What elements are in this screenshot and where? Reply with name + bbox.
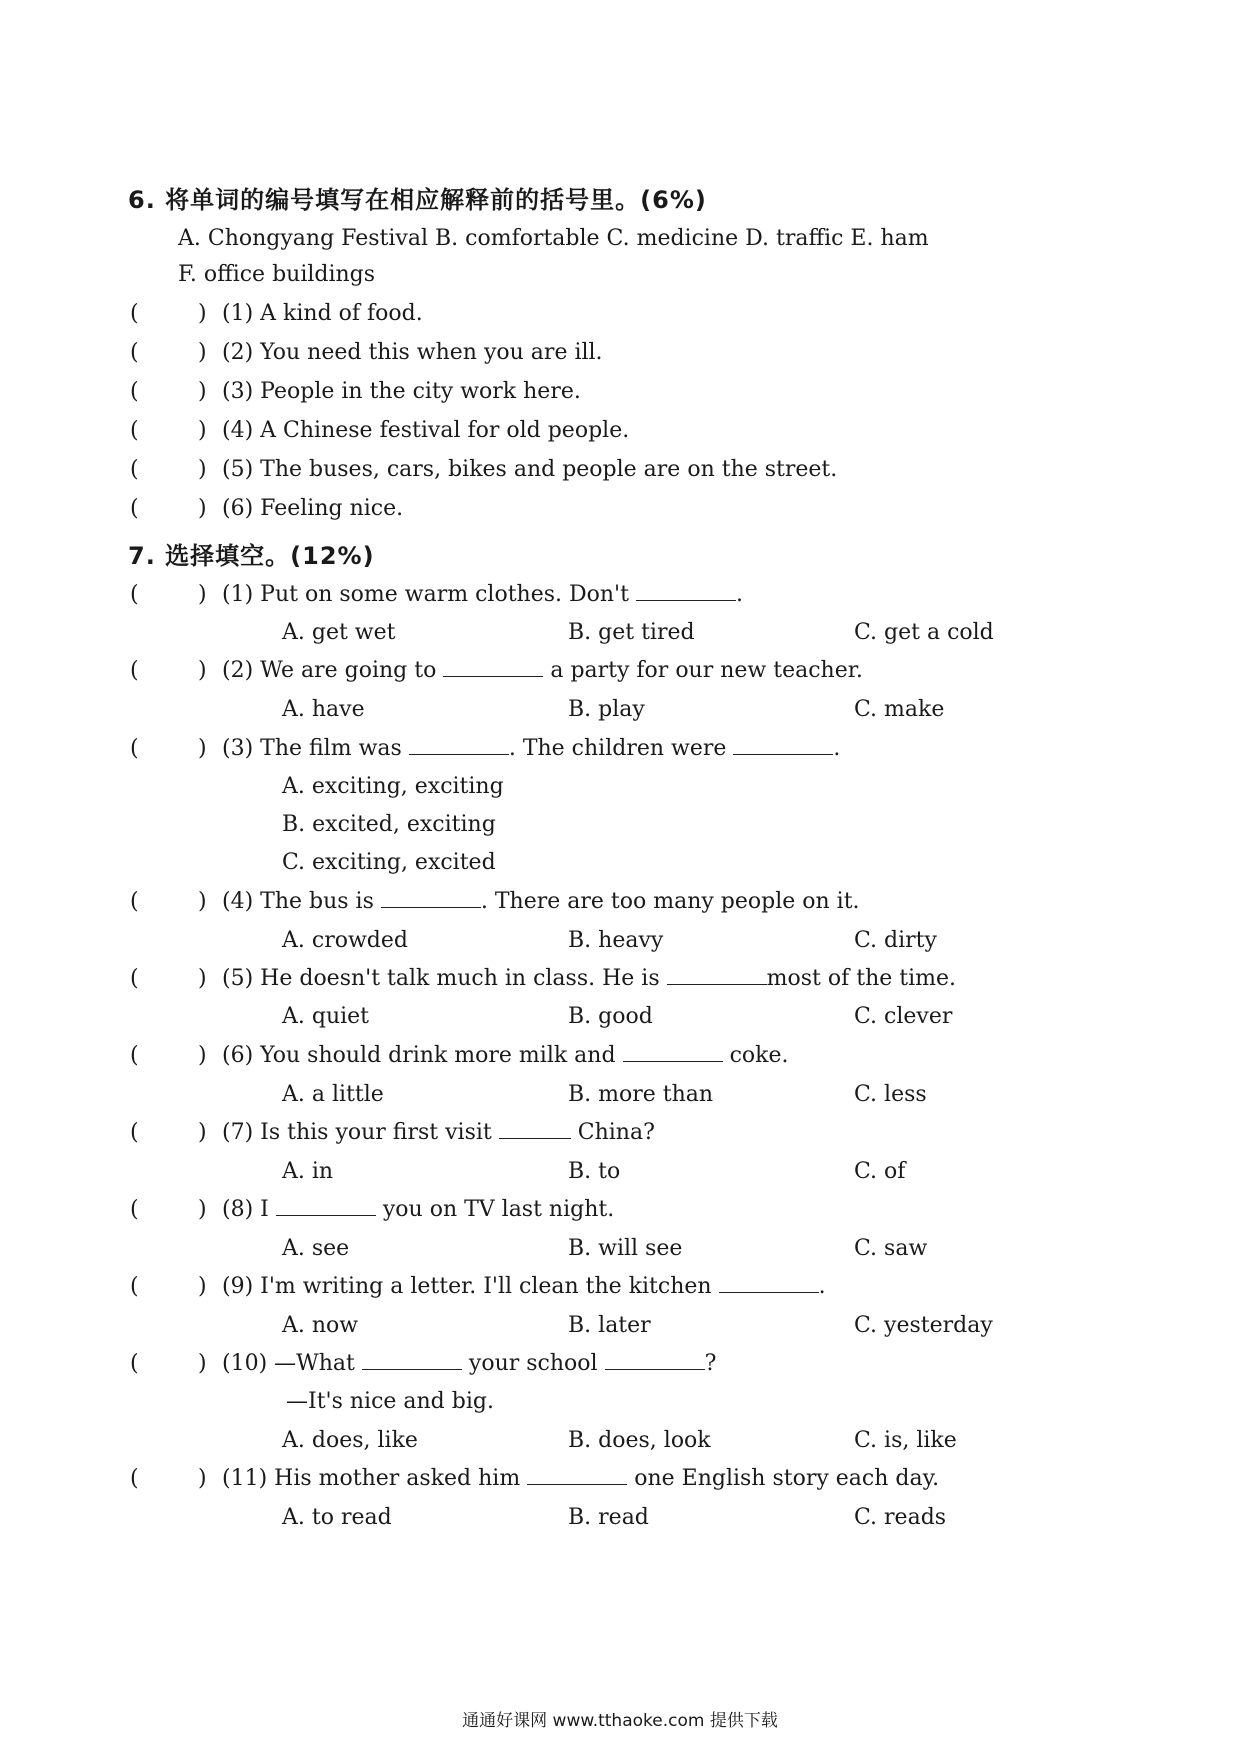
- option-a: A. now: [282, 1313, 359, 1338]
- item-text: (5) The buses, cars, bikes and people are on the street.: [222, 457, 838, 482]
- question-text-part: (4) The bus is: [222, 889, 374, 914]
- option-b: B. more than: [568, 1082, 714, 1107]
- answer-paren-left[interactable]: (: [130, 496, 139, 521]
- question-text: [222, 1351, 716, 1376]
- question-text-part: most of the time.: [766, 966, 957, 991]
- fill-blank: [527, 1466, 627, 1485]
- option-b: B. later: [568, 1313, 651, 1338]
- question-text-part: .: [735, 582, 743, 607]
- answer-paren-left[interactable]: (: [130, 418, 139, 443]
- fill-blank: [667, 966, 767, 985]
- answer-paren-left[interactable]: (: [130, 658, 139, 683]
- question-text: [222, 1466, 939, 1491]
- option-c: C. dirty: [854, 928, 937, 953]
- answer-paren-right: ): [198, 379, 207, 404]
- answer-paren-left[interactable]: (: [130, 457, 139, 482]
- fill-blank: [623, 1043, 723, 1062]
- answer-paren-right: ): [198, 1274, 207, 1299]
- answer-paren-right: ): [198, 736, 207, 761]
- answer-paren-left[interactable]: (: [130, 1043, 139, 1068]
- option-c: C. clever: [854, 1004, 953, 1029]
- fill-blank: [636, 582, 736, 601]
- item-text: (6) Feeling nice.: [222, 496, 404, 521]
- section-6-options-line-1: A. Chongyang Festival B. comfortable C. medicine D. traffic E. ham: [178, 226, 929, 251]
- answer-paren-left[interactable]: (: [130, 1120, 139, 1145]
- question-text-part: China?: [577, 1120, 655, 1145]
- question-text-part: .: [818, 1274, 826, 1299]
- answer-paren-right: ): [198, 301, 207, 326]
- option-b: B. will see: [568, 1236, 683, 1261]
- option-a: A. to read: [282, 1505, 392, 1530]
- fill-blank: [499, 1120, 571, 1139]
- question-text: [222, 1274, 826, 1299]
- question-text-part: your school: [468, 1351, 598, 1376]
- item-text: (3) People in the city work here.: [222, 379, 581, 404]
- question-text: [222, 1043, 788, 1068]
- answer-paren-left[interactable]: (: [130, 736, 139, 761]
- item-text: (2) You need this when you are ill.: [222, 340, 603, 365]
- answer-paren-right: ): [198, 966, 207, 991]
- item-text: (1) A kind of food.: [222, 301, 423, 326]
- item-text: (4) A Chinese festival for old people.: [222, 418, 630, 443]
- question-text: [222, 658, 863, 683]
- option-a: A. exciting, exciting: [282, 774, 504, 799]
- fill-blank: [733, 736, 833, 755]
- question-text-part: (9) I'm writing a letter. I'll clean the kitchen: [222, 1274, 712, 1299]
- footer-download-note: 通通好课网 www.tthaoke.com 提供下载: [462, 1711, 778, 1731]
- answer-paren-right: ): [198, 1197, 207, 1222]
- answer-paren-left[interactable]: (: [130, 379, 139, 404]
- dialogue-answer: —It's nice and big.: [286, 1389, 494, 1414]
- option-b: B. get tired: [568, 620, 695, 645]
- option-c: C. make: [854, 697, 945, 722]
- question-text-part: ?: [704, 1351, 717, 1376]
- option-b: B. good: [568, 1004, 653, 1029]
- option-c: C. reads: [854, 1505, 947, 1530]
- answer-paren-right: ): [198, 658, 207, 683]
- option-a: A. see: [282, 1236, 350, 1261]
- answer-paren-right: ): [198, 340, 207, 365]
- question-text: [222, 966, 956, 991]
- answer-paren-right: ): [198, 418, 207, 443]
- question-text: [222, 1120, 655, 1145]
- question-text-part: (1) Put on some warm clothes. Don't: [222, 582, 629, 607]
- question-text: [222, 736, 840, 761]
- option-c: C. of: [854, 1159, 906, 1184]
- question-text-part: (6) You should drink more milk and: [222, 1043, 616, 1068]
- fill-blank: [276, 1197, 376, 1216]
- option-a: A. quiet: [282, 1004, 370, 1029]
- fill-blank: [362, 1351, 462, 1370]
- question-text-part: (5) He doesn't talk much in class. He is: [222, 966, 660, 991]
- answer-paren-left[interactable]: (: [130, 1351, 139, 1376]
- option-b: B. excited, exciting: [282, 812, 496, 837]
- question-text-part: (3) The film was: [222, 736, 402, 761]
- question-text-part: (2) We are going to: [222, 658, 437, 683]
- option-c: C. get a cold: [854, 620, 994, 645]
- question-text-part: (11) His mother asked him: [222, 1466, 521, 1491]
- answer-paren-right: ): [198, 1351, 207, 1376]
- answer-paren-right: ): [198, 582, 207, 607]
- option-b: B. play: [568, 697, 645, 722]
- option-b: B. read: [568, 1505, 649, 1530]
- question-text-part: one English story each day.: [634, 1466, 940, 1491]
- answer-paren-left[interactable]: (: [130, 301, 139, 326]
- question-text-part: (7) Is this your first visit: [222, 1120, 492, 1145]
- fill-blank: [409, 736, 509, 755]
- question-text-part: coke.: [729, 1043, 789, 1068]
- option-c: C. less: [854, 1082, 927, 1107]
- answer-paren-right: ): [198, 1120, 207, 1145]
- answer-paren-left[interactable]: (: [130, 1466, 139, 1491]
- question-text-part: you on TV last night.: [382, 1197, 615, 1222]
- answer-paren-left[interactable]: (: [130, 1274, 139, 1299]
- section-6-options-line-2: F. office buildings: [178, 262, 376, 287]
- option-a: A. a little: [282, 1082, 384, 1107]
- answer-paren-left[interactable]: (: [130, 582, 139, 607]
- answer-paren-right: ): [198, 457, 207, 482]
- question-text: [222, 1197, 614, 1222]
- option-b: B. heavy: [568, 928, 664, 953]
- option-b: B. to: [568, 1159, 621, 1184]
- answer-paren-left[interactable]: (: [130, 966, 139, 991]
- fill-blank: [719, 1274, 819, 1293]
- option-a: A. does, like: [282, 1428, 418, 1453]
- answer-paren-right: ): [198, 1466, 207, 1491]
- answer-paren-left[interactable]: (: [130, 340, 139, 365]
- question-text-part: (8) I: [222, 1197, 269, 1222]
- answer-paren-left[interactable]: (: [130, 889, 139, 914]
- answer-paren-left[interactable]: (: [130, 1197, 139, 1222]
- option-c: C. exciting, excited: [282, 850, 496, 875]
- section-6-title: 6. 将单词的编号填写在相应解释前的括号里。(6%): [128, 186, 707, 214]
- option-c: C. is, like: [854, 1428, 957, 1453]
- question-text-part: . The children were: [508, 736, 727, 761]
- option-b: B. does, look: [568, 1428, 711, 1453]
- question-text: [222, 582, 743, 607]
- answer-paren-right: ): [198, 889, 207, 914]
- option-a: A. crowded: [282, 928, 408, 953]
- fill-blank: [443, 658, 543, 677]
- question-text: [222, 889, 860, 914]
- question-text-part: a party for our new teacher.: [550, 658, 863, 683]
- answer-paren-right: ): [198, 1043, 207, 1068]
- option-c: C. yesterday: [854, 1313, 993, 1338]
- option-a: A. in: [282, 1159, 334, 1184]
- option-a: A. have: [282, 697, 365, 722]
- option-c: C. saw: [854, 1236, 928, 1261]
- option-a: A. get wet: [282, 620, 396, 645]
- fill-blank: [381, 889, 481, 908]
- question-text-part: .: [833, 736, 841, 761]
- question-text-part: (10) —What: [222, 1351, 355, 1376]
- fill-blank: [605, 1351, 705, 1370]
- section-7-title: 7. 选择填空。(12%): [128, 542, 375, 570]
- answer-paren-right: ): [198, 496, 207, 521]
- question-text-part: . There are too many people on it.: [480, 889, 860, 914]
